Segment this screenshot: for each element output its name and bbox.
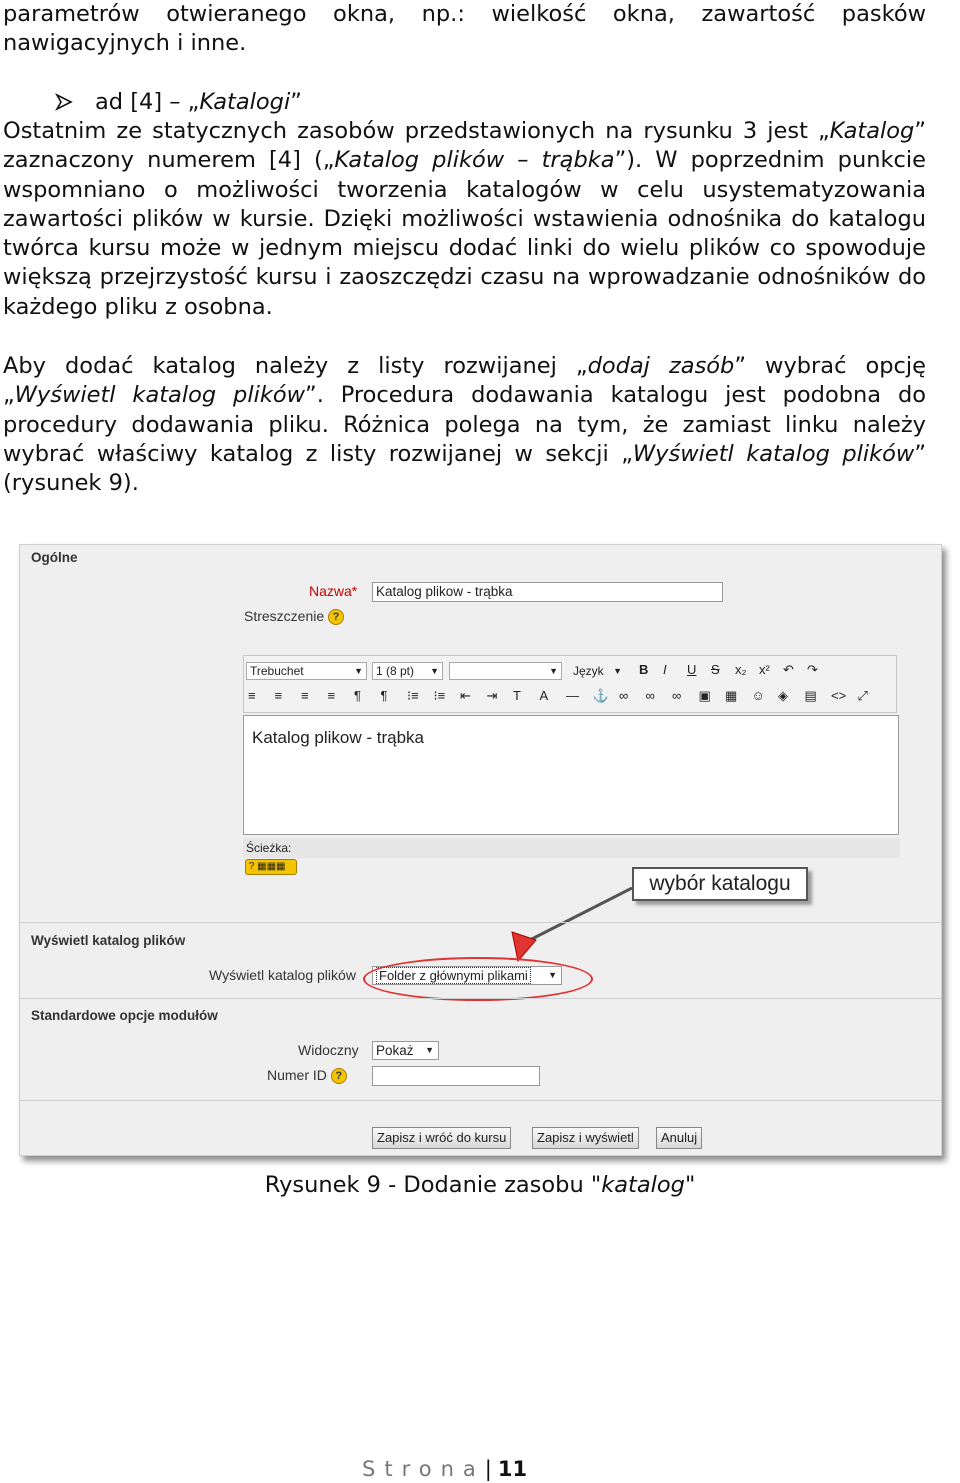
toolbar-button[interactable]: ⁝≡: [433, 688, 446, 703]
toolbar-button[interactable]: ≡: [274, 688, 283, 703]
toolbar-button[interactable]: ⤢: [857, 688, 868, 703]
footer-label: Strona: [362, 1457, 485, 1481]
callout-label: wybór katalogu: [632, 867, 808, 901]
name-input[interactable]: Katalog plikow - trąbka: [372, 582, 723, 602]
toolbar-button[interactable]: S: [711, 662, 720, 677]
p1-b: Katalog: [829, 118, 915, 144]
cancel-button[interactable]: Anuluj: [656, 1127, 702, 1149]
toolbar-button[interactable]: —: [566, 688, 579, 703]
chevron-down-icon: ▼: [549, 666, 558, 676]
arrow-head-icon: [512, 932, 536, 961]
editor-text: Katalog plikow - trąbka: [252, 728, 424, 747]
toolbar-button[interactable]: ▤: [804, 688, 817, 703]
divider: [20, 998, 941, 999]
visible-select[interactable]: [372, 1041, 439, 1060]
help-icon[interactable]: ?: [328, 609, 344, 625]
toolbar-button[interactable]: I: [663, 662, 667, 677]
chevron-down-icon: ▼: [354, 666, 363, 676]
required-star: *: [351, 583, 358, 599]
toolbar-button[interactable]: ≡: [327, 688, 336, 703]
p1-e: ”). W poprzednim punkcie wspomniano o możliwości tworzenia katalogów w celu usystematyzowania zawartości plików w kursie. Dzięki możliwości wstawienia odnośnika do katalogu twórca kursu może w jednym miejscu dodać linki do wielu plików co spowoduje większą przejrzystość kursu i zaoszczędzi czasu na wprowadzanie odnośników do każdego pliku z osobna.: [3, 147, 926, 320]
idnumber-label-text: Numer ID: [267, 1067, 327, 1083]
toolbar-button[interactable]: U: [687, 662, 697, 677]
paragraph-intro-text: parametrów otwieranego okna, np.: wielkość okna, zawartość pasków nawigacyjnych i inne.: [3, 1, 926, 57]
idnumber-input[interactable]: [372, 1066, 540, 1086]
chevron-down-icon: ▼: [548, 970, 557, 980]
page-footer: [362, 1457, 527, 1481]
path-label: Ścieżka:: [246, 841, 292, 855]
caption-prefix: Rysunek 9 - Dodanie zasobu ": [264, 1172, 602, 1198]
summary-label-text: Streszczenie: [244, 608, 325, 624]
figure-caption: [0, 1170, 960, 1200]
idnumber-label: [267, 1067, 347, 1084]
callout-arrow: [20, 545, 941, 1155]
caption-suffix: ": [684, 1172, 696, 1198]
bullet-heading: [55, 88, 302, 117]
p2-a: Aby dodać katalog należy z listy rozwijanej „: [3, 353, 588, 379]
chevron-down-icon: ▼: [430, 666, 439, 676]
toolbar-button[interactable]: ↶: [783, 662, 794, 677]
toolbar-button[interactable]: ¶: [380, 688, 388, 703]
paragraph-intro: [3, 0, 926, 59]
paragraph-katalog: [3, 117, 926, 322]
bullet-italic: Katalogi: [199, 89, 291, 115]
toolbar-button[interactable]: ≡: [248, 688, 256, 703]
highlight-ellipse: [363, 957, 593, 1001]
toolbar-button[interactable]: ¶: [354, 688, 361, 703]
caption-italic: katalog: [601, 1172, 685, 1198]
p1-a: Ostatnim ze statycznych zasobów przedstawionych na rysunku 3 jest „: [3, 118, 830, 144]
p2-g: ” (rysunek 9).: [3, 440, 926, 497]
editor-help-q: ?: [248, 861, 255, 872]
p2-f: Wyświetl katalog plików: [632, 440, 915, 467]
divider: [20, 1100, 941, 1101]
toolbar-button[interactable]: ⇥: [486, 688, 498, 703]
toolbar-button[interactable]: x²: [759, 662, 770, 677]
save-return-button[interactable]: Zapisz i wróć do kursu: [372, 1127, 511, 1149]
section-display-title: Wyświetl katalog plików: [31, 933, 186, 948]
visible-label: Widoczny: [298, 1042, 359, 1058]
visible-value: Pokaż: [376, 1043, 414, 1058]
toolbar-button[interactable]: ▣: [698, 688, 711, 703]
save-display-button[interactable]: Zapisz i wyświetl: [532, 1127, 639, 1149]
footer-separator: |: [484, 1457, 492, 1481]
toolbar-button[interactable]: ▦: [725, 688, 738, 703]
toolbar-button[interactable]: ∞: [645, 688, 655, 703]
p2-e: ”. Procedura dodawania katalogu jest podobna do procedury dodawania pliku. Różnica polega na tym, że zamiast linku należy wybrać właściwy katalog z listy rozwijanej w sekcji „: [3, 382, 926, 467]
p1-c: ” zaznaczony numerem [4] („: [3, 118, 926, 174]
toolbar-button[interactable]: ⚓: [592, 688, 609, 703]
font-size-value: 1 (8 pt): [376, 664, 415, 678]
toolbar-button[interactable]: T: [513, 688, 521, 703]
help-icon[interactable]: ?: [331, 1068, 347, 1084]
toolbar-button[interactable]: ≡: [301, 688, 309, 703]
display-label: Wyświetl katalog plików: [209, 967, 356, 983]
page-number: 11: [497, 1457, 528, 1481]
language-value: Język: [573, 664, 604, 678]
paragraph-procedure: [3, 352, 926, 498]
toolbar-button[interactable]: x₂: [735, 662, 747, 677]
chevron-down-icon: ▼: [425, 1045, 434, 1055]
folder-value: Folder z głównymi plikami: [376, 967, 531, 984]
bullet-suffix: ”: [290, 89, 302, 115]
toolbar-button[interactable]: ⇤: [460, 688, 471, 703]
bullet-prefix: ad [4] – „: [95, 89, 200, 115]
section-standard-title: Standardowe opcje modułów: [31, 1008, 218, 1023]
toolbar-button[interactable]: ∞: [672, 688, 682, 703]
divider: [20, 922, 941, 923]
arrow-bullet-icon: [55, 88, 95, 117]
p1-d: Katalog plików – trąbka: [334, 147, 615, 174]
p2-b: dodaj zasób: [587, 353, 735, 379]
toolbar-button[interactable]: A: [539, 688, 549, 703]
p2-c: ” wybrać opcję „: [3, 353, 926, 409]
name-label-text: Nazwa: [309, 583, 352, 599]
chevron-down-icon: ▼: [613, 666, 622, 676]
toolbar-button[interactable]: ☺: [751, 688, 765, 703]
editor-help-icons[interactable]: ? ▦▦▦: [245, 859, 297, 875]
moodle-form-screenshot: [19, 544, 942, 1156]
toolbar-button[interactable]: ∞: [619, 688, 629, 703]
toolbar-button[interactable]: ↷: [807, 662, 818, 677]
section-general-title: Ogólne: [31, 550, 78, 565]
toolbar-button[interactable]: ◈: [778, 688, 788, 703]
toolbar-button[interactable]: B: [639, 662, 649, 677]
p2-d: Wyświetl katalog plików: [14, 382, 306, 409]
toolbar-button[interactable]: <>: [831, 688, 847, 703]
toolbar-button[interactable]: ⁝≡: [407, 688, 419, 703]
font-family-value: Trebuchet: [250, 664, 304, 678]
